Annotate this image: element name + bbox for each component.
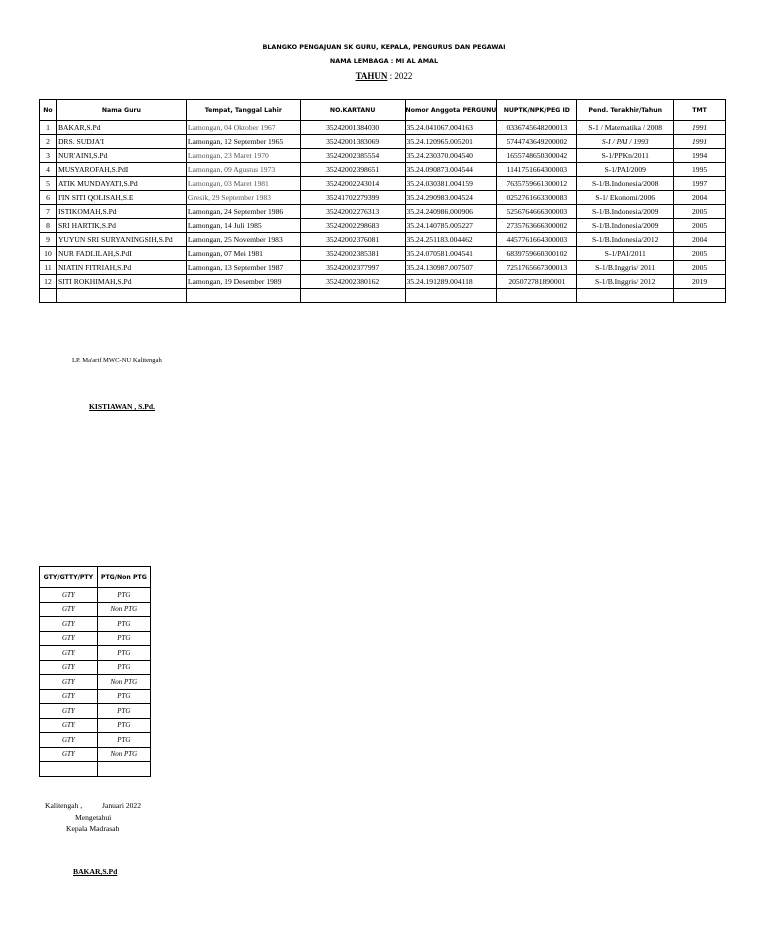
cell-employment-status: GTY: [40, 631, 98, 646]
column-header: Nama Guru: [56, 100, 186, 121]
cell-pergunu: 35.24.130987.007507: [405, 261, 497, 275]
cell-tmt: 2005: [674, 219, 726, 233]
cell-no: 4: [40, 163, 57, 177]
cell-nuptk: 4457761664300003: [497, 233, 577, 247]
cell-ptg-status: Non PTG: [97, 747, 150, 762]
cell-empty: [40, 762, 98, 777]
status-row: [40, 631, 151, 646]
cell-pergunu: 35.24.191289.004118: [405, 275, 497, 289]
cell-pend: S-1/B.Inggris/ 2012: [577, 275, 674, 289]
cell-nama: SITI ROKHIMAH,S.Pd: [56, 275, 186, 289]
teacher-table: [39, 99, 726, 303]
cell-kartanu: 35242002398651: [300, 163, 405, 177]
status-row: [40, 675, 151, 690]
cell-tmt: 2004: [674, 191, 726, 205]
cell-pend: S-1/PAI/2009: [577, 163, 674, 177]
principal-name: BAKAR,S.Pd: [73, 867, 118, 876]
cell-pend: S-1/B.Indonesia/2008: [577, 177, 674, 191]
cell-employment-status: GTY: [40, 617, 98, 632]
cell-employment-status: GTY: [40, 675, 98, 690]
cell-kartanu: 35242001383069: [300, 135, 405, 149]
year-label: TAHUN: [355, 71, 388, 81]
status-row: [40, 602, 151, 617]
cell-ttl: Lamongan, 13 September 1987: [186, 261, 300, 275]
signer-org: LP. Ma'arif MWC-NU Kalitengah: [72, 357, 162, 364]
cell-ptg-status: PTG: [97, 704, 150, 719]
table-header-row: [40, 100, 726, 121]
cell-no: 3: [40, 149, 57, 163]
cell-kartanu: 35242002376081: [300, 233, 405, 247]
cell-pergunu: 35.24.240986.000906: [405, 205, 497, 219]
cell-kartanu: 35242002276313: [300, 205, 405, 219]
cell-pergunu: 35.24.030381.004159: [405, 177, 497, 191]
year-line: [0, 71, 768, 81]
cell-ttl: Gresik, 29 September 1983: [186, 191, 300, 205]
cell-nama: MUSYAROFAH,S.PdI: [56, 163, 186, 177]
cell-nama: SRI HARTIK,S.Pd: [56, 219, 186, 233]
cell-kartanu: 35242001384030: [300, 121, 405, 135]
cell-pergunu: 35.24.090873.004544: [405, 163, 497, 177]
column-header: GTY/GTTY/PTY: [40, 567, 98, 588]
cell-kartanu: 35242002385381: [300, 247, 405, 261]
cell-ttl: Lamongan, 07 Mei 1981: [186, 247, 300, 261]
table-row: [40, 121, 726, 135]
column-header: NO.KARTANU: [300, 100, 405, 121]
cell-nuptk: 0336745648200013: [497, 121, 577, 135]
sign-date: Januari 2022: [102, 801, 142, 810]
cell-ttl: Lamongan, 25 November 1983: [186, 233, 300, 247]
mengetahui-label: Mengetahui: [75, 813, 112, 822]
cell-pergunu: 35.24.070581.004541: [405, 247, 497, 261]
cell-tmt: 2019: [674, 275, 726, 289]
cell-ptg-status: PTG: [97, 617, 150, 632]
cell-ttl: Lamongan, 03 Maret 1981: [186, 177, 300, 191]
cell-no: 8: [40, 219, 57, 233]
status-row: [40, 733, 151, 748]
cell-ptg-status: PTG: [97, 733, 150, 748]
status-header-row: [40, 567, 151, 588]
status-row: [40, 588, 151, 603]
cell-kartanu: 35242002385554: [300, 149, 405, 163]
cell-no: 12: [40, 275, 57, 289]
cell-pergunu: 35.24.290983.004524: [405, 191, 497, 205]
cell-pend: S-1/B.Indonesia/2009: [577, 205, 674, 219]
cell-pend: S-1/B.Indonesia/2012: [577, 233, 674, 247]
cell-no: 1: [40, 121, 57, 135]
table-row: [40, 135, 726, 149]
cell-pergunu: 35.24.230370.004540: [405, 149, 497, 163]
cell-ptg-status: PTG: [97, 660, 150, 675]
cell-no: 9: [40, 233, 57, 247]
cell-ptg-status: Non PTG: [97, 602, 150, 617]
cell-pend: S-1/PPKn/2011: [577, 149, 674, 163]
cell-employment-status: GTY: [40, 747, 98, 762]
cell-empty: [405, 289, 497, 303]
cell-nuptk: 5744743649200002: [497, 135, 577, 149]
column-header: PTG/Non PTG: [97, 567, 150, 588]
cell-no: 6: [40, 191, 57, 205]
cell-ttl: Lamongan, 24 September 1986: [186, 205, 300, 219]
column-header: TMT: [674, 100, 726, 121]
cell-ttl: Lamongan, 23 Maret 1970: [186, 149, 300, 163]
cell-ptg-status: PTG: [97, 718, 150, 733]
cell-nuptk: 7251765667300013: [497, 261, 577, 275]
cell-no: 5: [40, 177, 57, 191]
cell-pend: S-1/B.Indonesia/2009: [577, 219, 674, 233]
cell-nama: DRS. SUDJA'I: [56, 135, 186, 149]
principal-role: Kepala Madrasah: [66, 824, 120, 833]
signer-name: KISTIAWAN , S.Pd.: [89, 402, 156, 411]
cell-employment-status: GTY: [40, 704, 98, 719]
column-header: Pend. Terakhir/Tahun: [577, 100, 674, 121]
cell-tmt: 1991: [674, 121, 726, 135]
status-row-empty: [40, 762, 151, 777]
column-header: Tempat, Tanggal Lahir: [186, 100, 300, 121]
cell-ttl: Lamongan, 19 Desember 1989: [186, 275, 300, 289]
cell-empty: [97, 762, 150, 777]
table-row: [40, 177, 726, 191]
cell-kartanu: 35242002380162: [300, 275, 405, 289]
cell-tmt: 1997: [674, 177, 726, 191]
column-header: Nomor Anggota PERGUNU: [405, 100, 497, 121]
cell-ttl: Lamongan, 12 September 1965: [186, 135, 300, 149]
cell-tmt: 1991: [674, 135, 726, 149]
cell-no: 2: [40, 135, 57, 149]
cell-tmt: 2005: [674, 205, 726, 219]
cell-nama: NUR FADLILAH,S.PdI: [56, 247, 186, 261]
status-row: [40, 704, 151, 719]
status-row: [40, 718, 151, 733]
year-value: : 2022: [389, 71, 413, 81]
cell-nuptk: 1655748650300042: [497, 149, 577, 163]
status-row: [40, 617, 151, 632]
table-row-empty: [40, 289, 726, 303]
cell-nama: ATIK MUNDAYATI,S.Pd: [56, 177, 186, 191]
status-row: [40, 747, 151, 762]
cell-pend: S-1/ Ekonomi/2006: [577, 191, 674, 205]
cell-nuptk: 7635759661300012: [497, 177, 577, 191]
cell-employment-status: GTY: [40, 602, 98, 617]
table-row: [40, 275, 726, 289]
cell-nuptk: 0252761663300083: [497, 191, 577, 205]
cell-employment-status: GTY: [40, 718, 98, 733]
cell-employment-status: GTY: [40, 733, 98, 748]
cell-ttl: Lamongan, 04 Oktober 1967: [186, 121, 300, 135]
cell-ptg-status: PTG: [97, 646, 150, 661]
cell-no: 10: [40, 247, 57, 261]
cell-tmt: 1995: [674, 163, 726, 177]
cell-pend: S-1 / Matematika / 2008: [577, 121, 674, 135]
cell-no: 11: [40, 261, 57, 275]
cell-empty: [56, 289, 186, 303]
cell-tmt: 2005: [674, 247, 726, 261]
cell-ptg-status: PTG: [97, 588, 150, 603]
table-row: [40, 149, 726, 163]
document-title: BLANGKO PENGAJUAN SK GURU, KEPALA, PENGURUS DAN PEGAWAI: [262, 43, 506, 51]
cell-employment-status: GTY: [40, 588, 98, 603]
table-row: [40, 163, 726, 177]
cell-kartanu: 35242002298683: [300, 219, 405, 233]
table-row: [40, 219, 726, 233]
sign-place: Kalitengah ,: [45, 801, 83, 810]
cell-tmt: 2005: [674, 261, 726, 275]
cell-nuptk: 6839759660300102: [497, 247, 577, 261]
cell-nama: BAKAR,S.Pd: [56, 121, 186, 135]
cell-employment-status: GTY: [40, 660, 98, 675]
cell-nama: ISTIKOMAH,S.Pd: [56, 205, 186, 219]
cell-empty: [40, 289, 57, 303]
table-row: [40, 233, 726, 247]
table-row: [40, 247, 726, 261]
cell-nuptk: 5256764666300003: [497, 205, 577, 219]
cell-pergunu: 35.24.140785.005227: [405, 219, 497, 233]
status-table: [39, 566, 151, 777]
cell-nama: I'IN SITI QOLISAH,S.E: [56, 191, 186, 205]
cell-employment-status: GTY: [40, 689, 98, 704]
cell-nama: NUR'AINI,S.Pd: [56, 149, 186, 163]
cell-pend: S-1/PAI/2011: [577, 247, 674, 261]
cell-pergunu: 35.24.251183.004462: [405, 233, 497, 247]
cell-ttl: Lamongan, 09 Agustus 1973: [186, 163, 300, 177]
institution-name: NAMA LEMBAGA : MI AL AMAL: [329, 57, 439, 65]
cell-tmt: 1994: [674, 149, 726, 163]
cell-empty: [497, 289, 577, 303]
cell-ptg-status: PTG: [97, 689, 150, 704]
cell-employment-status: GTY: [40, 646, 98, 661]
cell-nuptk: 2735763666300002: [497, 219, 577, 233]
cell-pend: S-1/B.Inggris/ 2011: [577, 261, 674, 275]
cell-nuptk: 1141751664300003: [497, 163, 577, 177]
status-row: [40, 660, 151, 675]
cell-ptg-status: Non PTG: [97, 675, 150, 690]
cell-nama: YUYUN SRI SURYANINGSIH,S.Pd: [56, 233, 186, 247]
cell-ttl: Lamongan, 14 Juli 1985: [186, 219, 300, 233]
cell-kartanu: 35242002377997: [300, 261, 405, 275]
cell-tmt: 2004: [674, 233, 726, 247]
cell-ptg-status: PTG: [97, 631, 150, 646]
table-row: [40, 205, 726, 219]
cell-pergunu: 35.24.041067.004163: [405, 121, 497, 135]
cell-empty: [300, 289, 405, 303]
column-header: No: [40, 100, 57, 121]
cell-kartanu: 35242002243014: [300, 177, 405, 191]
cell-empty: [186, 289, 300, 303]
status-row: [40, 646, 151, 661]
table-row: [40, 261, 726, 275]
cell-kartanu: 35241702279399: [300, 191, 405, 205]
cell-pend: S-I / PAI / 1993: [577, 135, 674, 149]
cell-pergunu: 35.24.120965.005201: [405, 135, 497, 149]
status-row: [40, 689, 151, 704]
column-header: NUPTK/NPK/PEG ID: [497, 100, 577, 121]
cell-no: 7: [40, 205, 57, 219]
cell-empty: [674, 289, 726, 303]
cell-nama: NIATIN FITRIAH,S.Pd: [56, 261, 186, 275]
cell-empty: [577, 289, 674, 303]
cell-nuptk: 205072781890001: [497, 275, 577, 289]
table-row: [40, 191, 726, 205]
